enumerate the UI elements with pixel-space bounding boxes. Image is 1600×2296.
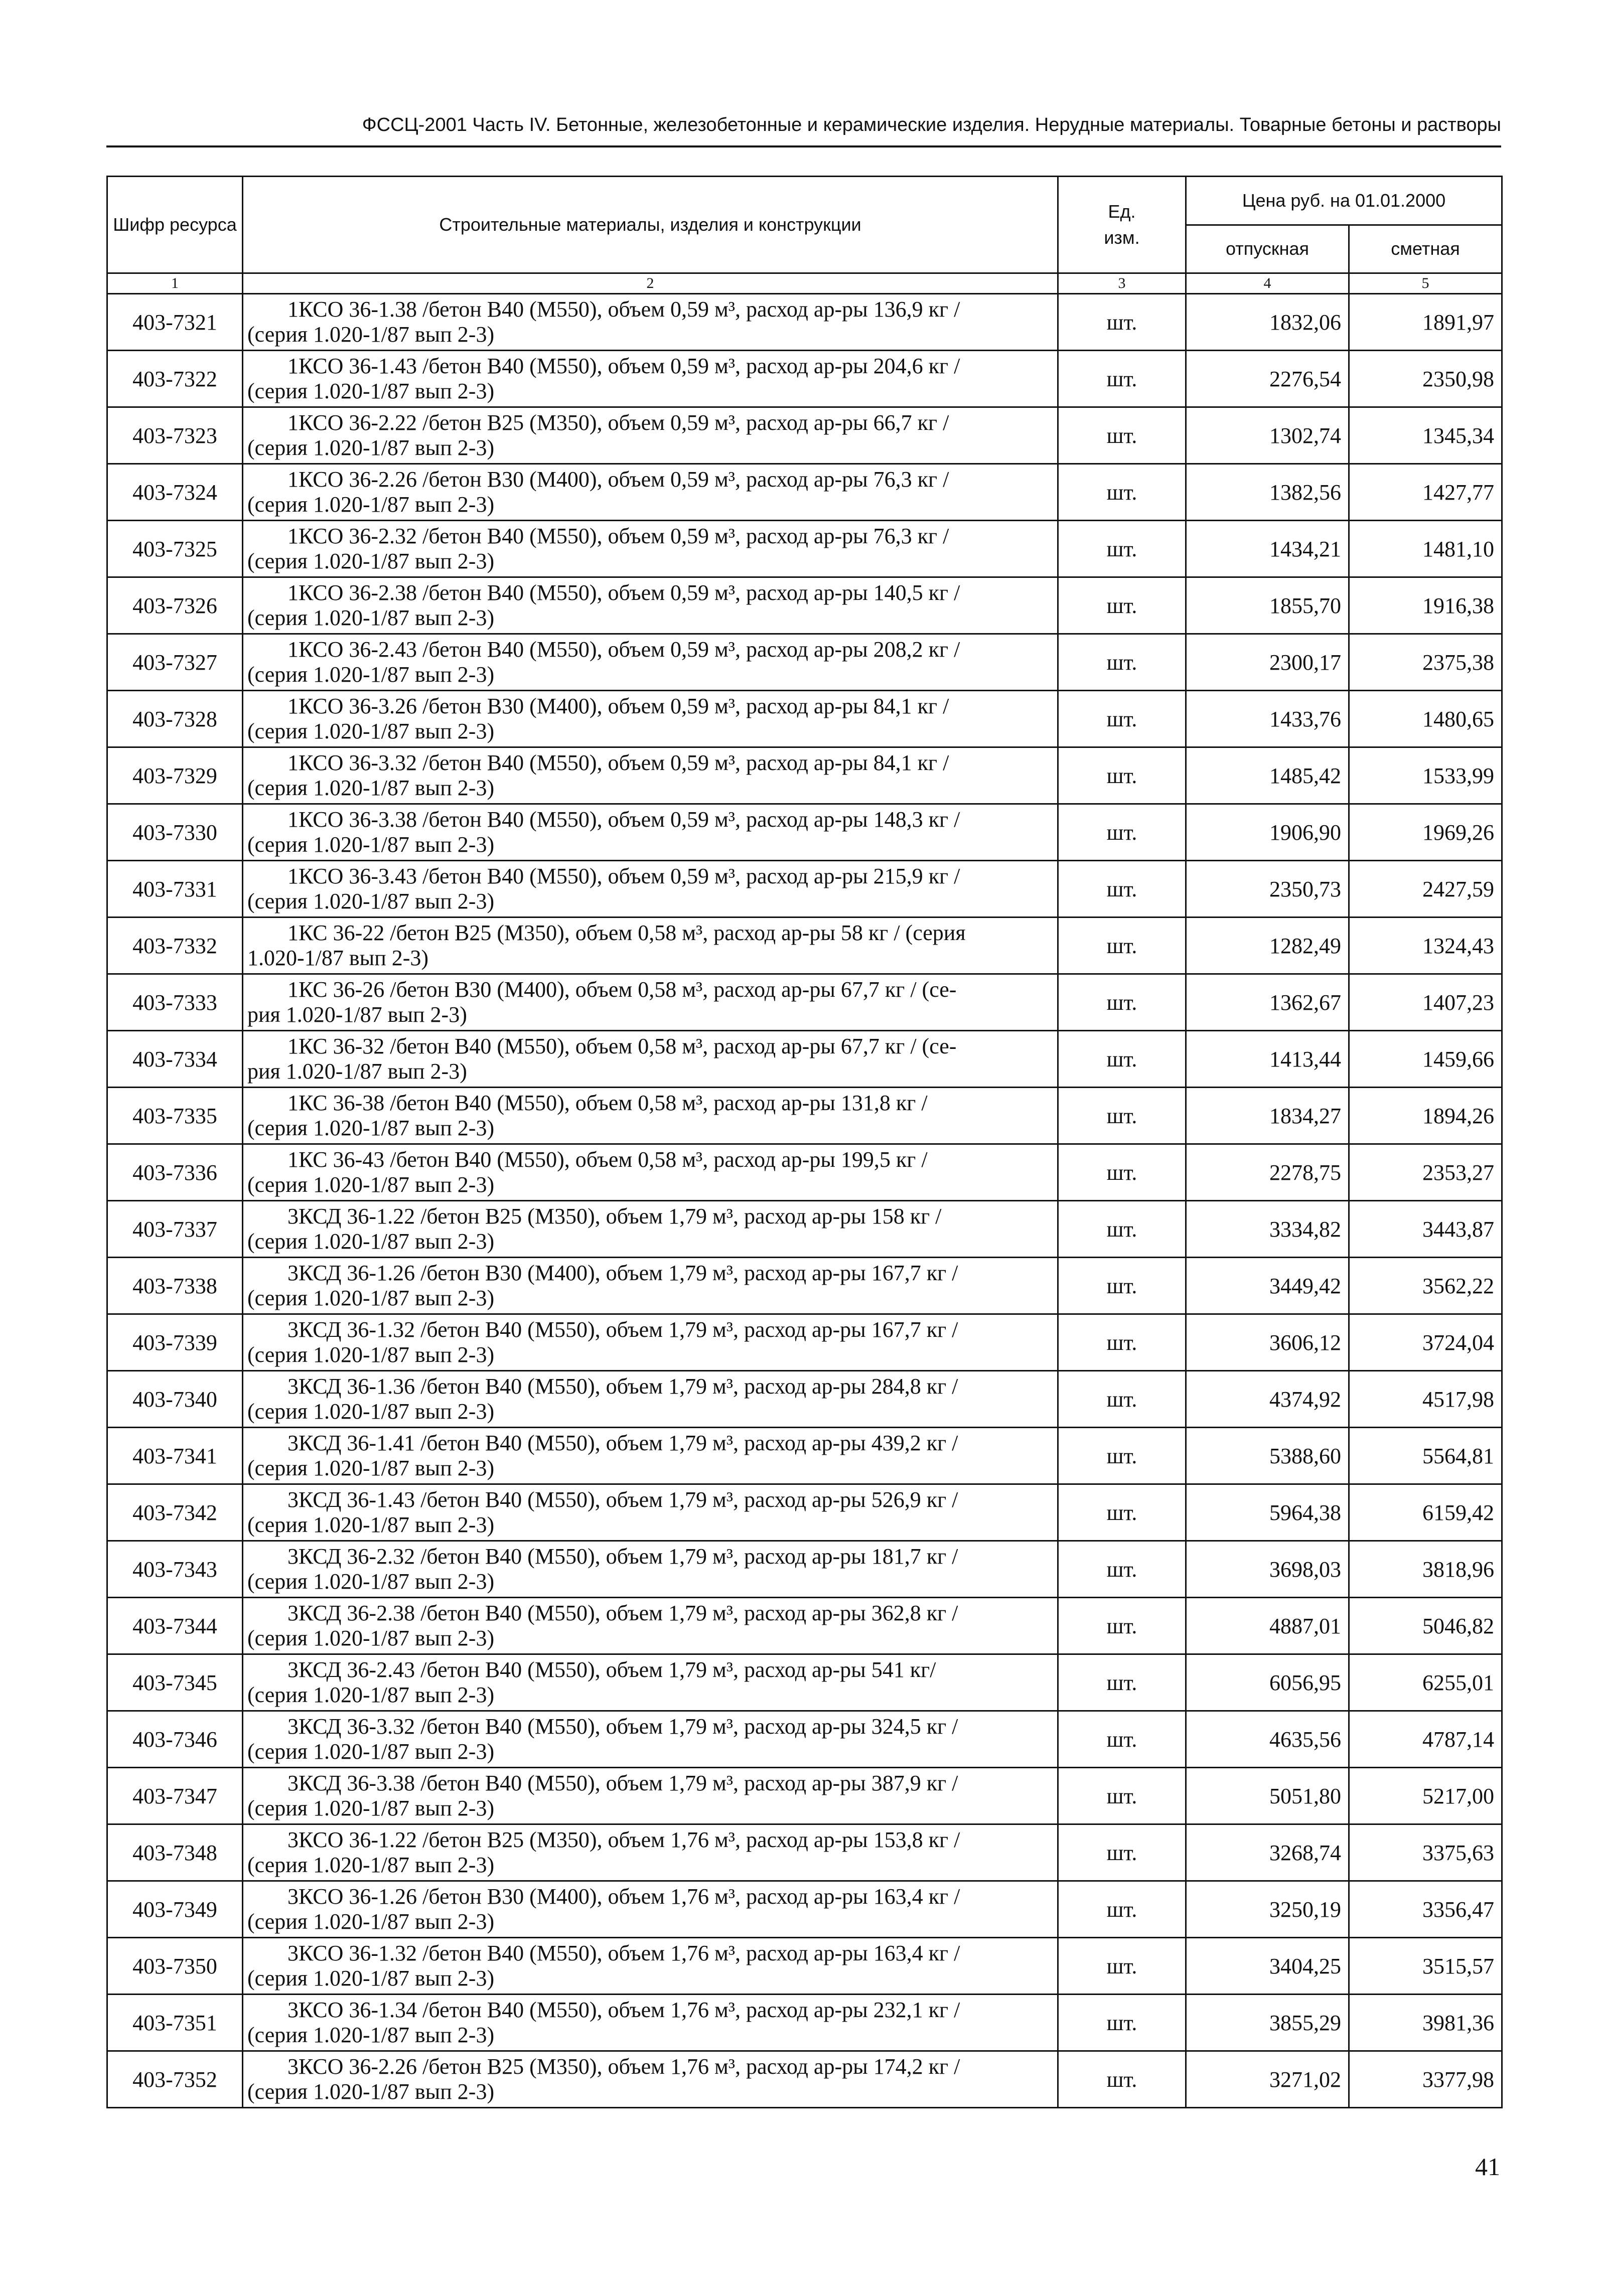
estimate-price: 3562,22 xyxy=(1349,1258,1502,1314)
estimate-price: 4787,14 xyxy=(1349,1711,1502,1768)
unit: шт. xyxy=(1058,1144,1186,1201)
material-name-line1: 1КСО 36-1.38 /бетон В40 (М550), объем 0,59 м³, расход ар-ры 136,9 кг / xyxy=(287,297,960,322)
table-row xyxy=(107,1598,1502,1654)
material-name-line1: 1КС 36-26 /бетон В30 (М400), объем 0,58 м³, расход ар-ры 67,7 кг / (се- xyxy=(287,977,957,1002)
table-row xyxy=(107,1088,1502,1144)
table-row xyxy=(107,1711,1502,1768)
release-price: 5964,38 xyxy=(1186,1484,1349,1541)
material-name-line1: 3КСО 36-1.32 /бетон В40 (М550), объем 1,76 м³, расход ар-ры 163,4 кг / xyxy=(287,1941,960,1965)
resource-code: 403-7346 xyxy=(107,1711,243,1768)
material-name xyxy=(243,1371,1058,1428)
material-name-line2: (серия 1.020-1/87 вып 2-3) xyxy=(247,2079,495,2104)
estimate-price: 3981,36 xyxy=(1349,1995,1502,2051)
material-name xyxy=(243,1428,1058,1484)
release-price: 2278,75 xyxy=(1186,1144,1349,1201)
resource-code: 403-7343 xyxy=(107,1541,243,1598)
unit: шт. xyxy=(1058,1711,1186,1768)
material-name-line1: 1КС 36-32 /бетон В40 (М550), объем 0,58 м³, расход ар-ры 67,7 кг / (се- xyxy=(287,1034,957,1058)
estimate-price: 5217,00 xyxy=(1349,1768,1502,1824)
unit: шт. xyxy=(1058,1995,1186,2051)
estimate-price: 1533,99 xyxy=(1349,747,1502,804)
unit: шт. xyxy=(1058,1258,1186,1314)
material-name-line1: 1КС 36-22 /бетон В25 (М350), объем 0,58 м³, расход ар-ры 58 кг / (серия xyxy=(287,921,966,945)
material-name-line2: (серия 1.020-1/87 вып 2-3) xyxy=(247,1229,495,1254)
estimate-price: 2427,59 xyxy=(1349,861,1502,917)
release-price: 4887,01 xyxy=(1186,1598,1349,1654)
unit: шт. xyxy=(1058,1598,1186,1654)
header-price-group: Цена руб. на 01.01.2000 xyxy=(1186,177,1502,225)
material-name-line1: 1КСО 36-3.26 /бетон В30 (М400), объем 0,59 м³, расход ар-ры 84,1 кг / xyxy=(287,694,949,718)
column-number-1: 1 xyxy=(107,273,243,294)
material-name-line2: (серия 1.020-1/87 вып 2-3) xyxy=(247,1966,495,1991)
estimate-price: 5564,81 xyxy=(1349,1428,1502,1484)
column-number-4: 4 xyxy=(1186,273,1349,294)
material-name-line1: 3КСД 36-3.38 /бетон В40 (М550), объем 1,79 м³, расход ар-ры 387,9 кг / xyxy=(287,1771,958,1795)
header-rule xyxy=(106,145,1501,147)
material-name-line2: (серия 1.020-1/87 вып 2-3) xyxy=(247,1739,495,1764)
release-price: 1855,70 xyxy=(1186,577,1349,634)
release-price: 2350,73 xyxy=(1186,861,1349,917)
resource-code: 403-7351 xyxy=(107,1995,243,2051)
table-row xyxy=(107,861,1502,917)
material-name-line2: рия 1.020-1/87 вып 2-3) xyxy=(247,1059,467,1084)
release-price: 3698,03 xyxy=(1186,1541,1349,1598)
material-name xyxy=(243,1995,1058,2051)
release-price: 3271,02 xyxy=(1186,2051,1349,2108)
material-name-line1: 1КСО 36-2.43 /бетон В40 (М550), объем 0,59 м³, расход ар-ры 208,2 кг / xyxy=(287,637,960,662)
resource-code: 403-7339 xyxy=(107,1314,243,1371)
resource-code: 403-7331 xyxy=(107,861,243,917)
estimate-price: 3356,47 xyxy=(1349,1881,1502,1938)
table-row xyxy=(107,1484,1502,1541)
material-name-line1: 3КСД 36-3.32 /бетон В40 (М550), объем 1,79 м³, расход ар-ры 324,5 кг / xyxy=(287,1714,958,1739)
resource-code: 403-7338 xyxy=(107,1258,243,1314)
material-name xyxy=(243,1654,1058,1711)
estimate-price: 1324,43 xyxy=(1349,917,1502,974)
table-row xyxy=(107,1881,1502,1938)
table-row xyxy=(107,974,1502,1031)
unit: шт. xyxy=(1058,1371,1186,1428)
resource-code: 403-7336 xyxy=(107,1144,243,1201)
resource-code: 403-7334 xyxy=(107,1031,243,1088)
unit: шт. xyxy=(1058,974,1186,1031)
release-price: 3855,29 xyxy=(1186,1995,1349,2051)
material-name xyxy=(243,464,1058,521)
table-row xyxy=(107,294,1502,351)
table-row xyxy=(107,634,1502,691)
table-row xyxy=(107,917,1502,974)
material-name-line1: 1КСО 36-2.22 /бетон В25 (М350), объем 0,59 м³, расход ар-ры 66,7 кг / xyxy=(287,410,949,435)
material-name xyxy=(243,1201,1058,1258)
resource-code: 403-7352 xyxy=(107,2051,243,2108)
release-price: 1413,44 xyxy=(1186,1031,1349,1088)
material-name-line2: (серия 1.020-1/87 вып 2-3) xyxy=(247,719,495,743)
table-row xyxy=(107,747,1502,804)
unit: шт. xyxy=(1058,1938,1186,1995)
unit: шт. xyxy=(1058,1314,1186,1371)
release-price: 2300,17 xyxy=(1186,634,1349,691)
estimate-price: 1480,65 xyxy=(1349,691,1502,747)
material-name xyxy=(243,747,1058,804)
unit: шт. xyxy=(1058,1881,1186,1938)
material-name-line2: (серия 1.020-1/87 вып 2-3) xyxy=(247,605,495,630)
material-name-line2: (серия 1.020-1/87 вып 2-3) xyxy=(247,2023,495,2047)
unit: шт. xyxy=(1058,577,1186,634)
resource-code: 403-7324 xyxy=(107,464,243,521)
release-price: 1302,74 xyxy=(1186,407,1349,464)
estimate-price: 3377,98 xyxy=(1349,2051,1502,2108)
release-price: 1434,21 xyxy=(1186,521,1349,577)
page-number: 41 xyxy=(1475,2153,1500,2181)
material-name-line2: (серия 1.020-1/87 вып 2-3) xyxy=(247,322,495,347)
material-name-line1: 1КСО 36-1.43 /бетон В40 (М550), объем 0,59 м³, расход ар-ры 204,6 кг / xyxy=(287,354,960,378)
material-name xyxy=(243,1258,1058,1314)
table-row xyxy=(107,351,1502,407)
estimate-price: 5046,82 xyxy=(1349,1598,1502,1654)
unit: шт. xyxy=(1058,464,1186,521)
resource-code: 403-7345 xyxy=(107,1654,243,1711)
table-row xyxy=(107,1938,1502,1995)
resource-code: 403-7325 xyxy=(107,521,243,577)
release-price: 6056,95 xyxy=(1186,1654,1349,1711)
release-price: 1362,67 xyxy=(1186,974,1349,1031)
resource-code: 403-7335 xyxy=(107,1088,243,1144)
resource-code: 403-7329 xyxy=(107,747,243,804)
release-price: 3404,25 xyxy=(1186,1938,1349,1995)
table-row xyxy=(107,407,1502,464)
resource-code: 403-7340 xyxy=(107,1371,243,1428)
material-name xyxy=(243,861,1058,917)
estimate-price: 1459,66 xyxy=(1349,1031,1502,1088)
unit: шт. xyxy=(1058,691,1186,747)
resource-code: 403-7350 xyxy=(107,1938,243,1995)
table-row xyxy=(107,2051,1502,2108)
table-row xyxy=(107,1258,1502,1314)
resource-code: 403-7327 xyxy=(107,634,243,691)
resource-code: 403-7348 xyxy=(107,1824,243,1881)
price-table xyxy=(106,176,1503,2108)
material-name xyxy=(243,804,1058,861)
material-name-line1: 3КСД 36-2.32 /бетон В40 (М550), объем 1,79 м³, расход ар-ры 181,7 кг / xyxy=(287,1544,958,1569)
material-name-line2: (серия 1.020-1/87 вып 2-3) xyxy=(247,1569,495,1594)
table-row xyxy=(107,577,1502,634)
resource-code: 403-7344 xyxy=(107,1598,243,1654)
release-price: 1282,49 xyxy=(1186,917,1349,974)
table-row xyxy=(107,691,1502,747)
material-name xyxy=(243,1768,1058,1824)
estimate-price: 1407,23 xyxy=(1349,974,1502,1031)
column-number-2: 2 xyxy=(243,273,1058,294)
material-name xyxy=(243,1598,1058,1654)
table-body xyxy=(107,294,1502,2108)
release-price: 4635,56 xyxy=(1186,1711,1349,1768)
header-unit: Ед. изм. xyxy=(1058,177,1186,273)
resource-code: 403-7323 xyxy=(107,407,243,464)
unit: шт. xyxy=(1058,1428,1186,1484)
material-name-line1: 1КСО 36-3.32 /бетон В40 (М550), объем 0,59 м³, расход ар-ры 84,1 кг / xyxy=(287,750,949,775)
estimate-price: 4517,98 xyxy=(1349,1371,1502,1428)
table-row xyxy=(107,1654,1502,1711)
material-name-line1: 3КСО 36-2.26 /бетон В25 (М350), объем 1,76 м³, расход ар-ры 174,2 кг / xyxy=(287,2054,960,2079)
release-price: 2276,54 xyxy=(1186,351,1349,407)
unit: шт. xyxy=(1058,351,1186,407)
material-name xyxy=(243,577,1058,634)
material-name xyxy=(243,1541,1058,1598)
unit: шт. xyxy=(1058,1768,1186,1824)
material-name-line2: (серия 1.020-1/87 вып 2-3) xyxy=(247,549,495,573)
material-name xyxy=(243,1711,1058,1768)
material-name xyxy=(243,1031,1058,1088)
unit: шт. xyxy=(1058,407,1186,464)
material-name xyxy=(243,691,1058,747)
material-name xyxy=(243,917,1058,974)
unit: шт. xyxy=(1058,1201,1186,1258)
material-name-line1: 1КСО 36-2.26 /бетон В30 (М400), объем 0,59 м³, расход ар-ры 76,3 кг / xyxy=(287,467,949,492)
material-name-line2: (серия 1.020-1/87 вып 2-3) xyxy=(247,1853,495,1877)
material-name xyxy=(243,1824,1058,1881)
material-name-line2: (серия 1.020-1/87 вып 2-3) xyxy=(247,889,495,913)
resource-code: 403-7326 xyxy=(107,577,243,634)
estimate-price: 1969,26 xyxy=(1349,804,1502,861)
release-price: 1834,27 xyxy=(1186,1088,1349,1144)
material-name xyxy=(243,294,1058,351)
header-release-price: отпускная xyxy=(1186,225,1349,273)
material-name-line2: (серия 1.020-1/87 вып 2-3) xyxy=(247,1342,495,1367)
resource-code: 403-7347 xyxy=(107,1768,243,1824)
estimate-price: 3443,87 xyxy=(1349,1201,1502,1258)
material-name-line1: 1КС 36-43 /бетон В40 (М550), объем 0,58 м³, расход ар-ры 199,5 кг / xyxy=(287,1147,928,1172)
unit: шт. xyxy=(1058,2051,1186,2108)
estimate-price: 1891,97 xyxy=(1349,294,1502,351)
estimate-price: 1916,38 xyxy=(1349,577,1502,634)
release-price: 3449,42 xyxy=(1186,1258,1349,1314)
estimate-price: 1427,77 xyxy=(1349,464,1502,521)
estimate-price: 3818,96 xyxy=(1349,1541,1502,1598)
table-row xyxy=(107,1144,1502,1201)
release-price: 1485,42 xyxy=(1186,747,1349,804)
material-name xyxy=(243,634,1058,691)
unit: шт. xyxy=(1058,294,1186,351)
material-name-line2: (серия 1.020-1/87 вып 2-3) xyxy=(247,832,495,857)
estimate-price: 3724,04 xyxy=(1349,1314,1502,1371)
material-name-line2: (серия 1.020-1/87 вып 2-3) xyxy=(247,1909,495,1934)
material-name xyxy=(243,1938,1058,1995)
resource-code: 403-7341 xyxy=(107,1428,243,1484)
material-name-line1: 3КСД 36-2.38 /бетон В40 (М550), объем 1,79 м³, расход ар-ры 362,8 кг / xyxy=(287,1601,958,1625)
unit: шт. xyxy=(1058,917,1186,974)
table-row xyxy=(107,521,1502,577)
material-name-line2: (серия 1.020-1/87 вып 2-3) xyxy=(247,379,495,403)
material-name-line2: (серия 1.020-1/87 вып 2-3) xyxy=(247,435,495,460)
table-row xyxy=(107,1201,1502,1258)
table-row xyxy=(107,1314,1502,1371)
unit: шт. xyxy=(1058,1824,1186,1881)
estimate-price: 2375,38 xyxy=(1349,634,1502,691)
unit: шт. xyxy=(1058,861,1186,917)
material-name-line2: (серия 1.020-1/87 вып 2-3) xyxy=(247,1796,495,1820)
unit: шт. xyxy=(1058,1654,1186,1711)
material-name xyxy=(243,2051,1058,2108)
estimate-price: 1481,10 xyxy=(1349,521,1502,577)
running-header: ФССЦ-2001 Часть IV. Бетонные, железобетонные и керамические изделия. Нерудные материалы. Товарные бетоны и растворы xyxy=(362,114,1501,135)
table-row xyxy=(107,1031,1502,1088)
release-price: 3334,82 xyxy=(1186,1201,1349,1258)
release-price: 3250,19 xyxy=(1186,1881,1349,1938)
resource-code: 403-7328 xyxy=(107,691,243,747)
resource-code: 403-7349 xyxy=(107,1881,243,1938)
estimate-price: 1894,26 xyxy=(1349,1088,1502,1144)
material-name-line1: 1КС 36-38 /бетон В40 (М550), объем 0,58 м³, расход ар-ры 131,8 кг / xyxy=(287,1091,928,1115)
material-name-line1: 1КСО 36-2.38 /бетон В40 (М550), объем 0,59 м³, расход ар-ры 140,5 кг / xyxy=(287,580,960,605)
material-name-line1: 3КСД 36-1.36 /бетон В40 (М550), объем 1,79 м³, расход ар-ры 284,8 кг / xyxy=(287,1374,958,1399)
table-row xyxy=(107,1824,1502,1881)
unit: шт. xyxy=(1058,1031,1186,1088)
material-name-line1: 3КСО 36-1.26 /бетон В30 (М400), объем 1,76 м³, расход ар-ры 163,4 кг / xyxy=(287,1884,960,1909)
material-name-line2: (серия 1.020-1/87 вып 2-3) xyxy=(247,1399,495,1424)
material-name-line2: 1.020-1/87 вып 2-3) xyxy=(247,946,429,970)
material-name-line1: 3КСО 36-1.22 /бетон В25 (М350), объем 1,76 м³, расход ар-ры 153,8 кг / xyxy=(287,1827,960,1852)
release-price: 1832,06 xyxy=(1186,294,1349,351)
material-name-line2: (серия 1.020-1/87 вып 2-3) xyxy=(247,1172,495,1197)
material-name xyxy=(243,1088,1058,1144)
header-name: Строительные материалы, изделия и конструкции xyxy=(243,177,1058,273)
material-name-line1: 1КСО 36-3.38 /бетон В40 (М550), объем 0,59 м³, расход ар-ры 148,3 кг / xyxy=(287,807,960,832)
material-name xyxy=(243,1881,1058,1938)
material-name xyxy=(243,1314,1058,1371)
release-price: 3606,12 xyxy=(1186,1314,1349,1371)
release-price: 3268,74 xyxy=(1186,1824,1349,1881)
resource-code: 403-7330 xyxy=(107,804,243,861)
material-name xyxy=(243,351,1058,407)
estimate-price: 6159,42 xyxy=(1349,1484,1502,1541)
material-name-line2: (серия 1.020-1/87 вып 2-3) xyxy=(247,1286,495,1310)
header-estimate-price: сметная xyxy=(1349,225,1502,273)
release-price: 1433,76 xyxy=(1186,691,1349,747)
resource-code: 403-7321 xyxy=(107,294,243,351)
resource-code: 403-7337 xyxy=(107,1201,243,1258)
unit: шт. xyxy=(1058,521,1186,577)
release-price: 5388,60 xyxy=(1186,1428,1349,1484)
release-price: 5051,80 xyxy=(1186,1768,1349,1824)
estimate-price: 3515,57 xyxy=(1349,1938,1502,1995)
release-price: 4374,92 xyxy=(1186,1371,1349,1428)
table-row xyxy=(107,464,1502,521)
unit: шт. xyxy=(1058,1088,1186,1144)
material-name xyxy=(243,1144,1058,1201)
estimate-price: 3375,63 xyxy=(1349,1824,1502,1881)
material-name xyxy=(243,1484,1058,1541)
resource-code: 403-7322 xyxy=(107,351,243,407)
material-name-line1: 3КСД 36-1.26 /бетон В30 (М400), объем 1,79 м³, расход ар-ры 167,7 кг / xyxy=(287,1261,958,1285)
table-row xyxy=(107,1995,1502,2051)
material-name-line2: (серия 1.020-1/87 вып 2-3) xyxy=(247,492,495,517)
table-row xyxy=(107,804,1502,861)
unit: шт. xyxy=(1058,634,1186,691)
estimate-price: 2353,27 xyxy=(1349,1144,1502,1201)
unit: шт. xyxy=(1058,804,1186,861)
estimate-price: 6255,01 xyxy=(1349,1654,1502,1711)
column-number-5: 5 xyxy=(1349,273,1502,294)
material-name xyxy=(243,974,1058,1031)
material-name-line1: 1КСО 36-2.32 /бетон В40 (М550), объем 0,59 м³, расход ар-ры 76,3 кг / xyxy=(287,524,949,548)
resource-code: 403-7332 xyxy=(107,917,243,974)
release-price: 1382,56 xyxy=(1186,464,1349,521)
estimate-price: 1345,34 xyxy=(1349,407,1502,464)
estimate-price: 2350,98 xyxy=(1349,351,1502,407)
material-name-line2: (серия 1.020-1/87 вып 2-3) xyxy=(247,776,495,800)
material-name-line1: 1КСО 36-3.43 /бетон В40 (М550), объем 0,59 м³, расход ар-ры 215,9 кг / xyxy=(287,864,960,888)
material-name-line1: 3КСО 36-1.34 /бетон В40 (М550), объем 1,76 м³, расход ар-ры 232,1 кг / xyxy=(287,1998,960,2022)
material-name-line1: 3КСД 36-1.43 /бетон В40 (М550), объем 1,79 м³, расход ар-ры 526,9 кг / xyxy=(287,1487,958,1512)
material-name-line2: (серия 1.020-1/87 вып 2-3) xyxy=(247,1626,495,1650)
unit: шт. xyxy=(1058,1484,1186,1541)
material-name xyxy=(243,407,1058,464)
table-row xyxy=(107,1541,1502,1598)
release-price: 1906,90 xyxy=(1186,804,1349,861)
header-code: Шифр ресурса xyxy=(107,177,243,273)
material-name-line1: 3КСД 36-1.32 /бетон В40 (М550), объем 1,79 м³, расход ар-ры 167,7 кг / xyxy=(287,1317,958,1342)
material-name-line2: рия 1.020-1/87 вып 2-3) xyxy=(247,1002,467,1027)
material-name-line2: (серия 1.020-1/87 вып 2-3) xyxy=(247,1512,495,1537)
material-name-line2: (серия 1.020-1/87 вып 2-3) xyxy=(247,1116,495,1140)
unit: шт. xyxy=(1058,747,1186,804)
resource-code: 403-7342 xyxy=(107,1484,243,1541)
column-number-3: 3 xyxy=(1058,273,1186,294)
material-name-line1: 3КСД 36-1.41 /бетон В40 (М550), объем 1,79 м³, расход ар-ры 439,2 кг / xyxy=(287,1431,958,1455)
material-name-line2: (серия 1.020-1/87 вып 2-3) xyxy=(247,662,495,687)
resource-code: 403-7333 xyxy=(107,974,243,1031)
table-row xyxy=(107,1768,1502,1824)
material-name xyxy=(243,521,1058,577)
material-name-line1: 3КСД 36-2.43 /бетон В40 (М550), объем 1,79 м³, расход ар-ры 541 кг/ xyxy=(287,1657,936,1682)
table-row xyxy=(107,1428,1502,1484)
material-name-line2: (серия 1.020-1/87 вып 2-3) xyxy=(247,1456,495,1480)
unit: шт. xyxy=(1058,1541,1186,1598)
table-row xyxy=(107,1371,1502,1428)
material-name-line2: (серия 1.020-1/87 вып 2-3) xyxy=(247,1682,495,1707)
material-name-line1: 3КСД 36-1.22 /бетон В25 (М350), объем 1,79 м³, расход ар-ры 158 кг / xyxy=(287,1204,942,1229)
